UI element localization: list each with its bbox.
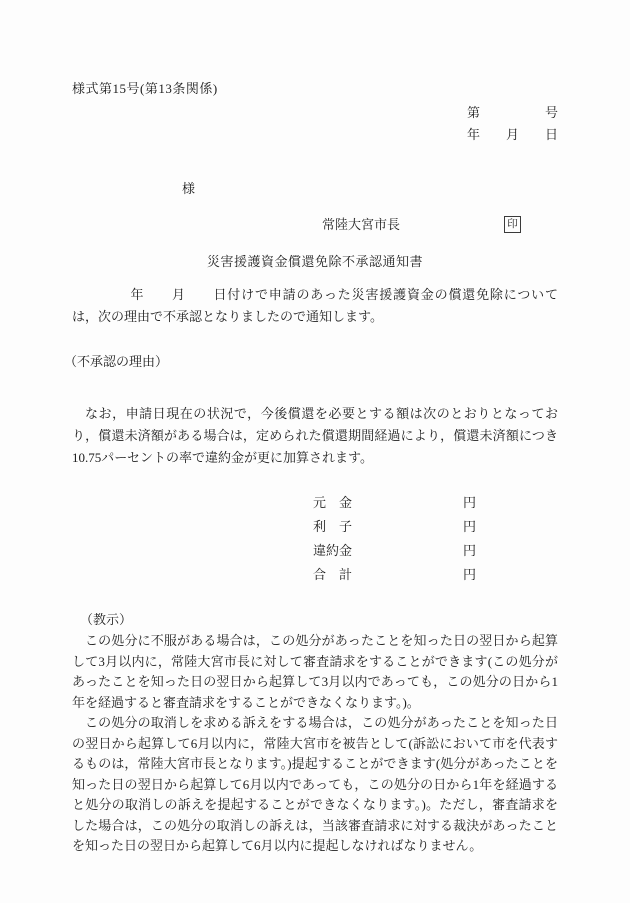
amount-unit: 円 (463, 543, 477, 558)
appeal-paragraph-2: この処分の取消しを求める訴えをする場合は，この処分があったことを知った日の翌日から起算して6月以内に，常陸大宮市を被告として(訴訟において市を代表するものは，常陸大宮市長となります。)提起することができます(処分があったことを知った日の翌日から起算して6月以内であっても，この処分の日から1年を経過すると処分の取消しの訴えを提起することができなくなります。)。ただし，審査請求をした場合は，この処分の取消しの訴えは，当該審査請求に対する裁決があったことを知った日の翌日から起算して6月以内に提起しなければなりません。 (72, 715, 558, 853)
amount-label: 合 計 (313, 567, 353, 582)
amount-label: 利 子 (313, 519, 353, 534)
amount-row (313, 539, 558, 563)
sender-line (72, 214, 558, 236)
addressee-line: 様 (182, 181, 196, 196)
amount-row (313, 491, 558, 515)
sender-name: 常陸大宮市長 (322, 217, 401, 232)
amount-row (313, 515, 558, 539)
appeal-paragraph-1: この処分に不服がある場合は，この処分があったことを知った日の翌日から起算して3月以内に，常陸大宮市長に対して審査請求をすることができます(この処分があったことを知った日の翌日から起算して3月以内であっても，この処分の日から1年を経過すると審査請求をすることができなくなります。)。 (72, 633, 558, 710)
amount-unit: 円 (463, 567, 477, 582)
intro-paragraph: 年 月 日付けで申請のあった災害援護資金の償還免除については，次の理由で不承認となりましたので通知します。 (72, 287, 558, 324)
amount-label: 元 金 (313, 495, 353, 510)
amount-row (313, 563, 558, 587)
note-paragraph: なお，申請日現在の状況で，今後償還を必要とする額は次のとおりとなっており，償還未済額がある場合は，定められた償還期間経過により，償還未済額につき10.75パーセントの率で違約金が更に加算されます。 (72, 406, 558, 465)
amount-unit: 円 (463, 495, 477, 510)
date-blank: 年 月 日 (466, 127, 558, 142)
reason-heading: （不承認の理由） (64, 354, 169, 369)
amounts-table (72, 491, 558, 587)
notice-heading: （教示） (80, 612, 133, 627)
seal-box: 印 (504, 216, 521, 233)
amount-label: 違約金 (313, 543, 353, 558)
document-title: 災害援護資金償還免除不承認通知書 (206, 254, 423, 269)
form-number: 様式第15号(第13条関係) (72, 81, 218, 96)
amount-unit: 円 (463, 519, 477, 534)
header-right-block (72, 102, 558, 146)
document-number-blank: 第 号 (466, 105, 558, 120)
